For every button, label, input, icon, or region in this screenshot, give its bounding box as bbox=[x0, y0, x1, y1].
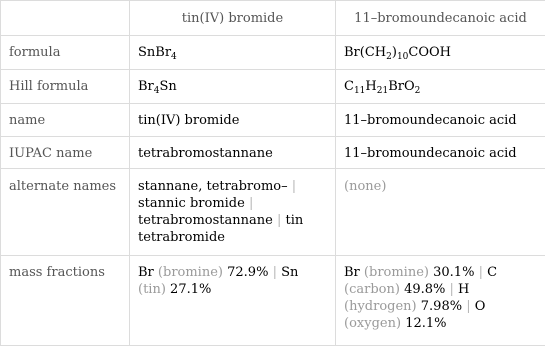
row-label: IUPAC name bbox=[1, 137, 130, 169]
iupac-cell-tin-bromide: tetrabromostannane bbox=[130, 137, 336, 169]
mass-cell-acid: Br (bromine) 30.1% | C (carbon) 49.8% | H (hydrogen) 7.98% | O (oxygen) 12.1% bbox=[336, 256, 545, 346]
header-empty-cell bbox=[1, 1, 130, 36]
name-cell-tin-bromide: tin(IV) bromide bbox=[130, 104, 336, 137]
row-label: name bbox=[1, 104, 130, 137]
formula-cell-acid: $Br(CH_2)_{10}COOH$ bbox=[336, 36, 545, 70]
table-row-alternate-names bbox=[1, 169, 545, 256]
iupac-cell-acid: 11–bromoundecanoic acid bbox=[336, 137, 545, 169]
hill-cell-acid: $C_{11}H_{21}BrO_2$ bbox=[336, 70, 545, 104]
row-label: mass fractions bbox=[1, 256, 130, 346]
table-row-hill-formula bbox=[1, 70, 545, 104]
hill-cell-tin-bromide: $Br_4Sn$ bbox=[130, 70, 336, 104]
table-row-name bbox=[1, 104, 545, 137]
table-row-formula bbox=[1, 36, 545, 70]
formula-cell-tin-bromide: SnBr$_4$ bbox=[130, 36, 336, 70]
table-row-iupac-name bbox=[1, 137, 545, 169]
table-row-mass-fractions bbox=[1, 256, 545, 346]
header-bromoundecanoic-acid: 11–bromoundecanoic acid bbox=[336, 1, 545, 36]
alt-names-cell-acid: (none) bbox=[336, 169, 545, 256]
mass-cell-tin-bromide: Br (bromine) 72.9% | Sn (tin) 27.1% bbox=[130, 256, 336, 346]
row-label: alternate names bbox=[1, 169, 130, 256]
alt-names-cell-tin-bromide: stannane, tetrabromo– | stannic bromide | tetrabromostannane | tin tetrabromide bbox=[130, 169, 336, 256]
row-label: formula bbox=[1, 36, 130, 70]
name-cell-acid: 11–bromoundecanoic acid bbox=[336, 104, 545, 137]
header-tin-bromide: tin(IV) bromide bbox=[130, 1, 336, 36]
header-row bbox=[1, 1, 545, 36]
row-label: Hill formula bbox=[1, 70, 130, 104]
